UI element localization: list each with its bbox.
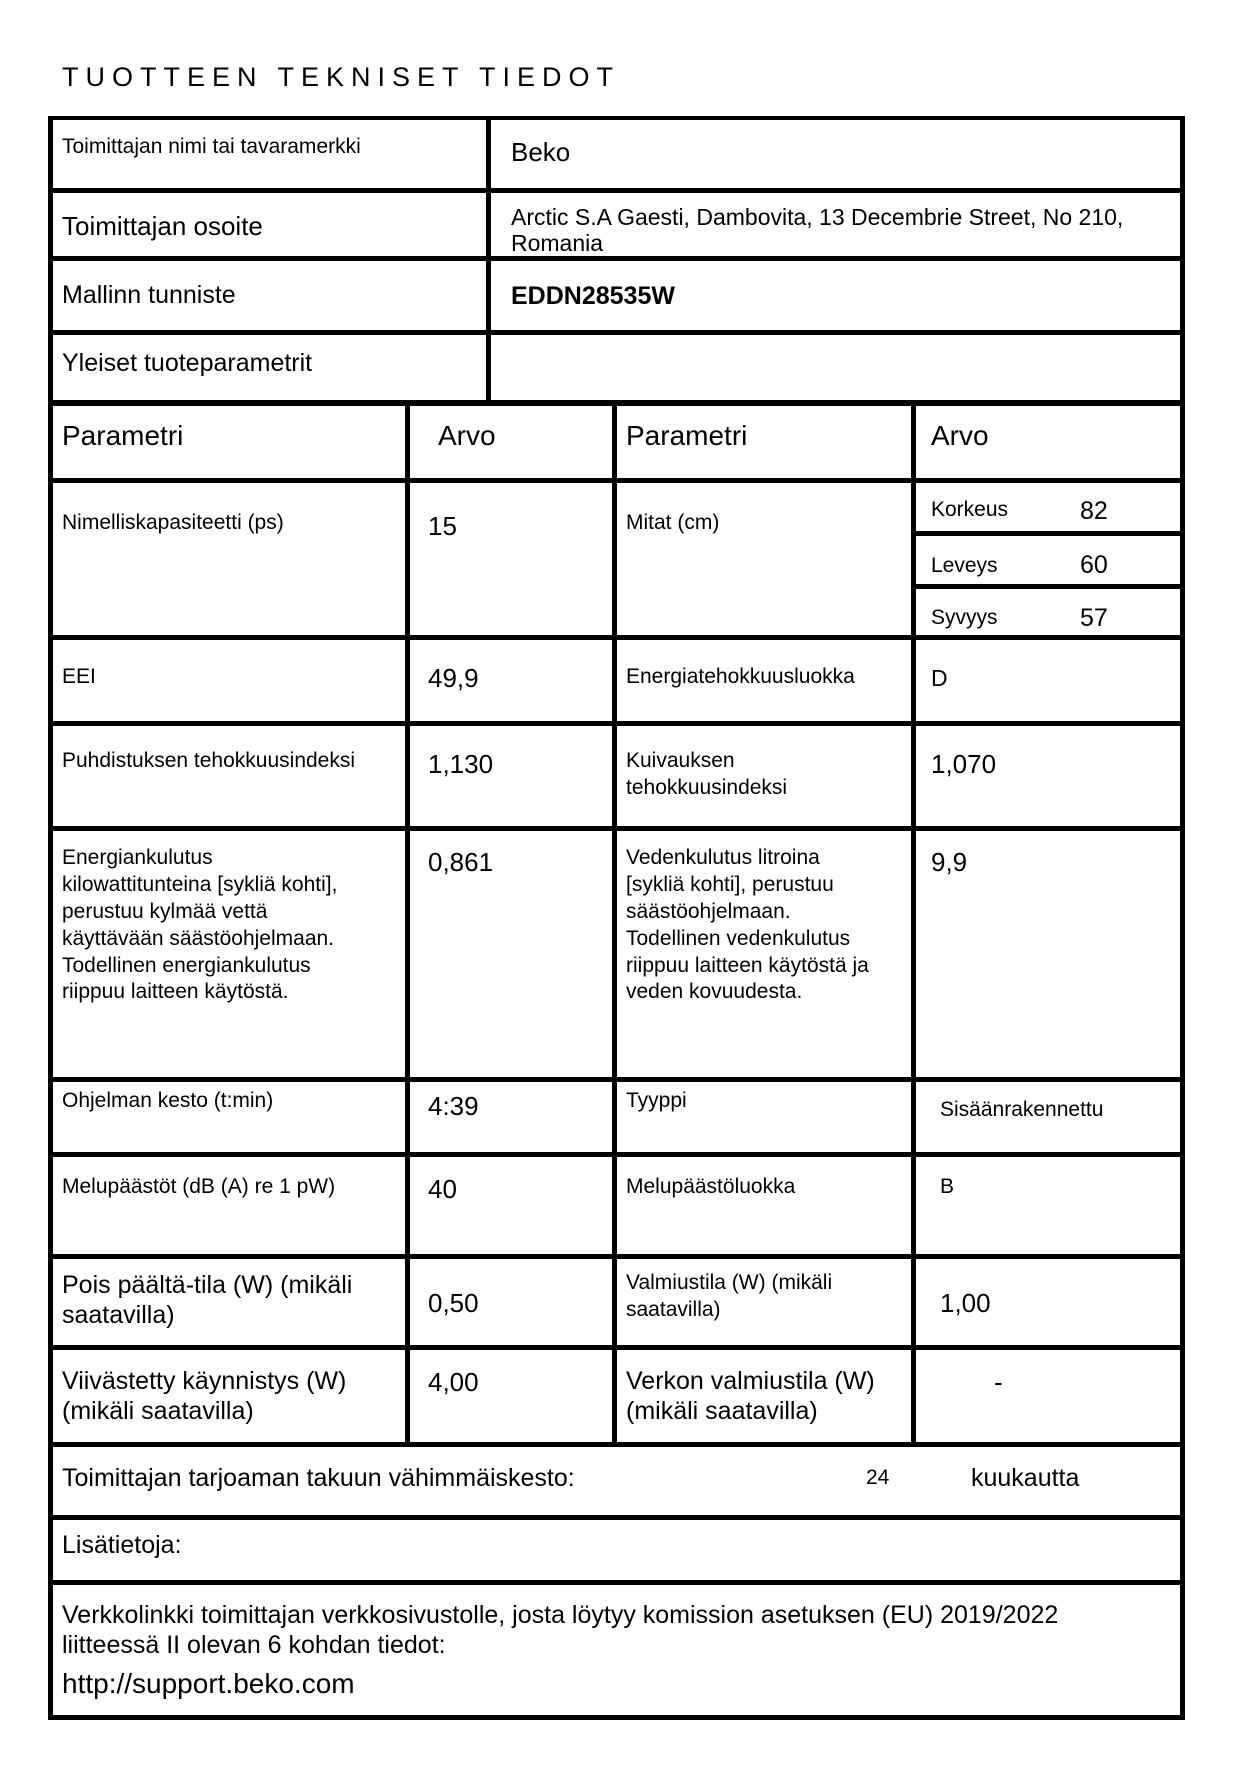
column-divider — [911, 400, 916, 1447]
cleaning-index-label: Puhdistuksen tehokkuusindeksi — [62, 749, 356, 772]
cleaning-index-value: 1,130 — [428, 749, 494, 779]
supplier-address-value: Arctic S.A Gaesti, Dambovita, 13 Decembrie Street, No 210, Romania — [511, 204, 1124, 257]
type-value: Sisäänrakennettu — [940, 1098, 1104, 1121]
general-params-label: Yleiset tuoteparametrit — [62, 349, 313, 377]
off-mode-value: 0,50 — [428, 1288, 479, 1318]
delayed-start-value: 4,00 — [428, 1367, 479, 1397]
model-label: Mallinn tunniste — [62, 281, 236, 309]
dimensions-label: Mitat (cm) — [626, 511, 720, 534]
table-border-bottom — [48, 1715, 1185, 1720]
depth-value: 57 — [1080, 604, 1108, 632]
noise-emission-label: Melupäästöt (dB (A) re 1 pW) — [62, 1175, 336, 1198]
capacity-label: Nimelliskapasiteetti (ps) — [62, 511, 284, 534]
row-divider — [48, 188, 1185, 193]
model-value: EDDN28535W — [511, 282, 675, 310]
standby-value: 1,00 — [940, 1288, 991, 1318]
column-header-value: Arvo — [438, 420, 496, 451]
noise-class-label: Melupäästöluokka — [626, 1175, 796, 1198]
website-link-description: Verkkolinkki toimittajan verkkosivustolle, josta löytyy komission asetuksen (EU) 2019/2022 liitteessä II olevan 6 kohdan tiedot: — [62, 1601, 1059, 1659]
column-divider — [612, 400, 617, 1447]
program-duration-label: Ohjelman kesto (t:min) — [62, 1089, 274, 1112]
standby-label: Valmiustila (W) (mikäli saatavilla) — [626, 1271, 833, 1321]
column-divider — [405, 400, 410, 1447]
dimension-divider — [915, 584, 1185, 589]
drying-index-value: 1,070 — [931, 749, 997, 779]
water-consumption-label: Vedenkulutus litroina [sykliä kohti], perustuu säästöohjelmaan. Todellinen vedenkulutus riippuu laitteen käytöstä ja veden kovuudesta. — [626, 846, 869, 1004]
supplier-name-value: Beko — [511, 137, 571, 167]
column-divider — [486, 116, 491, 406]
network-standby-label: Verkon valmiustila (W) (mikäli saatavilla) — [626, 1367, 875, 1425]
page-title: TUOTTEEN TEKNISET TIEDOT — [62, 62, 621, 92]
energy-class-label: Energiatehokkuusluokka — [626, 665, 855, 688]
type-label: Tyyppi — [626, 1089, 687, 1112]
row-divider — [48, 1515, 1185, 1520]
supplier-name-label: Toimittajan nimi tai tavaramerkki — [62, 135, 361, 158]
column-header-parameter: Parametri — [626, 420, 748, 451]
height-value: 82 — [1080, 497, 1108, 525]
network-standby-value: - — [994, 1367, 1003, 1397]
energy-consumption-value: 0,861 — [428, 847, 494, 877]
support-url-link[interactable]: http://support.beko.com — [62, 1668, 355, 1699]
water-consumption-value: 9,9 — [931, 847, 968, 877]
warranty-label: Toimittajan tarjoaman takuun vähimmäiskesto: — [62, 1464, 575, 1492]
depth-label: Syvyys — [931, 606, 998, 629]
energy-consumption-label: Energiankulutus kilowattitunteina [sykliä kohti], perustuu kylmää vettä käyttävään säästöohjelmaan. Todellinen energiankulutus riippuu laitteen käytöstä. — [62, 846, 338, 1004]
capacity-value: 15 — [428, 511, 457, 541]
delayed-start-label: Viivästetty käynnistys (W) (mikäli saatavilla) — [62, 1367, 347, 1425]
dimension-divider — [915, 531, 1185, 536]
width-value: 60 — [1080, 551, 1108, 579]
eei-label: EEI — [62, 665, 96, 688]
warranty-value: 24 — [866, 1466, 890, 1489]
row-divider — [48, 330, 1185, 335]
width-label: Leveys — [931, 554, 998, 577]
drying-index-label: Kuivauksen tehokkuusindeksi — [626, 749, 788, 799]
off-mode-label: Pois päältä-tila (W) (mikäli saatavilla) — [62, 1271, 353, 1329]
height-label: Korkeus — [931, 498, 1009, 521]
supplier-address-label: Toimittajan osoite — [62, 211, 263, 241]
noise-emission-value: 40 — [428, 1174, 457, 1204]
warranty-unit: kuukautta — [971, 1464, 1080, 1492]
column-header-parameter: Parametri — [62, 420, 184, 451]
program-duration-value: 4:39 — [428, 1091, 479, 1121]
table-border-left — [48, 116, 53, 1720]
additional-info-label: Lisätietoja: — [62, 1531, 182, 1559]
eei-value: 49,9 — [428, 663, 479, 693]
table-border-top — [48, 116, 1185, 120]
column-header-value: Arvo — [931, 420, 989, 451]
noise-class-value: B — [940, 1175, 955, 1198]
table-border-right — [1180, 116, 1185, 1720]
row-divider — [48, 1580, 1185, 1585]
energy-class-value: D — [931, 665, 948, 691]
